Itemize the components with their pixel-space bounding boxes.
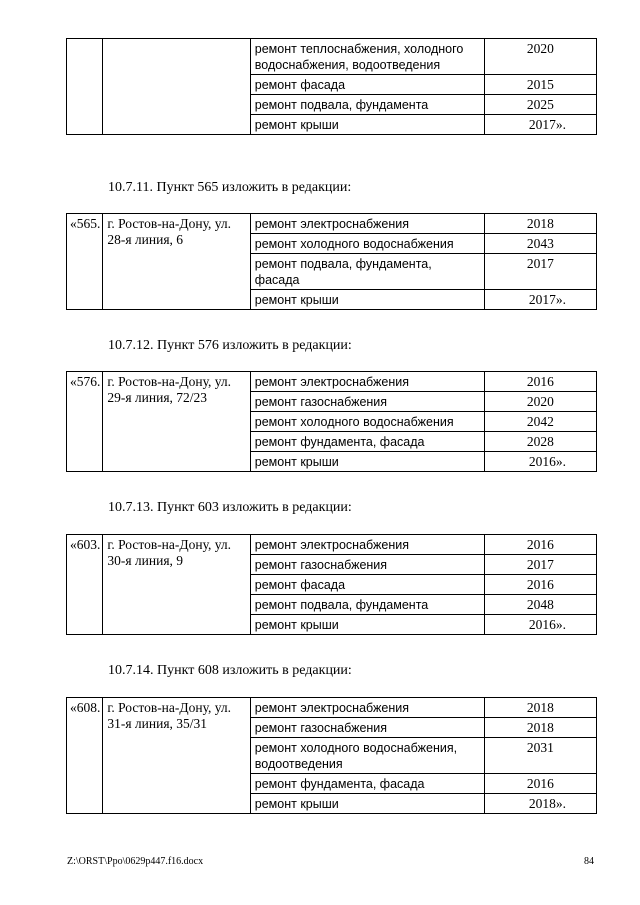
table-continuation	[66, 38, 597, 135]
address-cell: г. Ростов-на-Дону, ул. 29-я линия, 72/23	[103, 372, 250, 472]
item-number-cell: «565.	[67, 214, 103, 310]
item-number-cell	[67, 39, 103, 135]
work-cell: ремонт крыши	[250, 794, 484, 814]
year-cell: 2043	[484, 234, 596, 254]
year-cell: 2017	[484, 555, 596, 575]
footer-file-path: Z:\ORST\Ppo\0629p447.f16.docx	[67, 856, 204, 867]
work-cell: ремонт подвала, фундамента	[250, 95, 484, 115]
year-cell: 2031	[484, 738, 596, 774]
year-cell: 2016	[484, 575, 596, 595]
section-heading: 10.7.13. Пункт 603 изложить в редакции:	[108, 500, 352, 515]
work-cell: ремонт электроснабжения	[250, 372, 484, 392]
year-cell: 2018	[484, 718, 596, 738]
year-cell: 2042	[484, 412, 596, 432]
footer-page-number: 84	[584, 856, 594, 867]
table-row	[67, 39, 597, 75]
table-row	[67, 698, 597, 718]
work-cell: ремонт подвала, фундамента	[250, 595, 484, 615]
item-number-cell: «576.	[67, 372, 103, 472]
year-cell: 2020	[484, 392, 596, 412]
work-cell: ремонт крыши	[250, 115, 484, 135]
table-item-608	[66, 697, 597, 814]
year-cell: 2018	[484, 698, 596, 718]
work-cell: ремонт фасада	[250, 75, 484, 95]
year-cell: 2016».	[484, 452, 596, 472]
section-heading: 10.7.12. Пункт 576 изложить в редакции:	[108, 338, 352, 353]
year-cell: 2020	[484, 39, 596, 75]
year-cell: 2016	[484, 372, 596, 392]
year-cell: 2017».	[484, 290, 596, 310]
work-cell: ремонт газоснабжения	[250, 555, 484, 575]
year-cell: 2048	[484, 595, 596, 615]
table-item-565	[66, 213, 597, 310]
work-cell: ремонт электроснабжения	[250, 698, 484, 718]
year-cell: 2016	[484, 774, 596, 794]
year-cell: 2017	[484, 254, 596, 290]
table-row	[67, 372, 597, 392]
work-cell: ремонт фундамента, фасада	[250, 774, 484, 794]
work-cell: ремонт электроснабжения	[250, 535, 484, 555]
work-cell: ремонт крыши	[250, 290, 484, 310]
section-heading: 10.7.14. Пункт 608 изложить в редакции:	[108, 663, 352, 678]
year-cell: 2016».	[484, 615, 596, 635]
year-cell: 2028	[484, 432, 596, 452]
item-number-cell: «608.	[67, 698, 103, 814]
work-cell: ремонт электроснабжения	[250, 214, 484, 234]
year-cell: 2017».	[484, 115, 596, 135]
item-number-cell: «603.	[67, 535, 103, 635]
address-cell: г. Ростов-на-Дону, ул. 31-я линия, 35/31	[103, 698, 250, 814]
address-cell	[103, 39, 250, 135]
work-cell: ремонт холодного водоснабжения	[250, 234, 484, 254]
work-cell: ремонт подвала, фундамента, фасада	[250, 254, 484, 290]
address-cell: г. Ростов-на-Дону, ул. 28-я линия, 6	[103, 214, 250, 310]
work-cell: ремонт крыши	[250, 615, 484, 635]
work-cell: ремонт холодного водоснабжения, водоотведения	[250, 738, 484, 774]
work-cell: ремонт фундамента, фасада	[250, 432, 484, 452]
work-cell: ремонт газоснабжения	[250, 718, 484, 738]
work-cell: ремонт крыши	[250, 452, 484, 472]
year-cell: 2018».	[484, 794, 596, 814]
year-cell: 2025	[484, 95, 596, 115]
year-cell: 2018	[484, 214, 596, 234]
table-row	[67, 214, 597, 234]
year-cell: 2016	[484, 535, 596, 555]
address-cell: г. Ростов-на-Дону, ул. 30-я линия, 9	[103, 535, 250, 635]
year-cell: 2015	[484, 75, 596, 95]
table-item-603	[66, 534, 597, 635]
section-heading: 10.7.11. Пункт 565 изложить в редакции:	[108, 180, 352, 195]
table-row	[67, 535, 597, 555]
table-item-576	[66, 371, 597, 472]
work-cell: ремонт теплоснабжения, холодного водоснабжения, водоотведения	[250, 39, 484, 75]
work-cell: ремонт фасада	[250, 575, 484, 595]
work-cell: ремонт газоснабжения	[250, 392, 484, 412]
work-cell: ремонт холодного водоснабжения	[250, 412, 484, 432]
